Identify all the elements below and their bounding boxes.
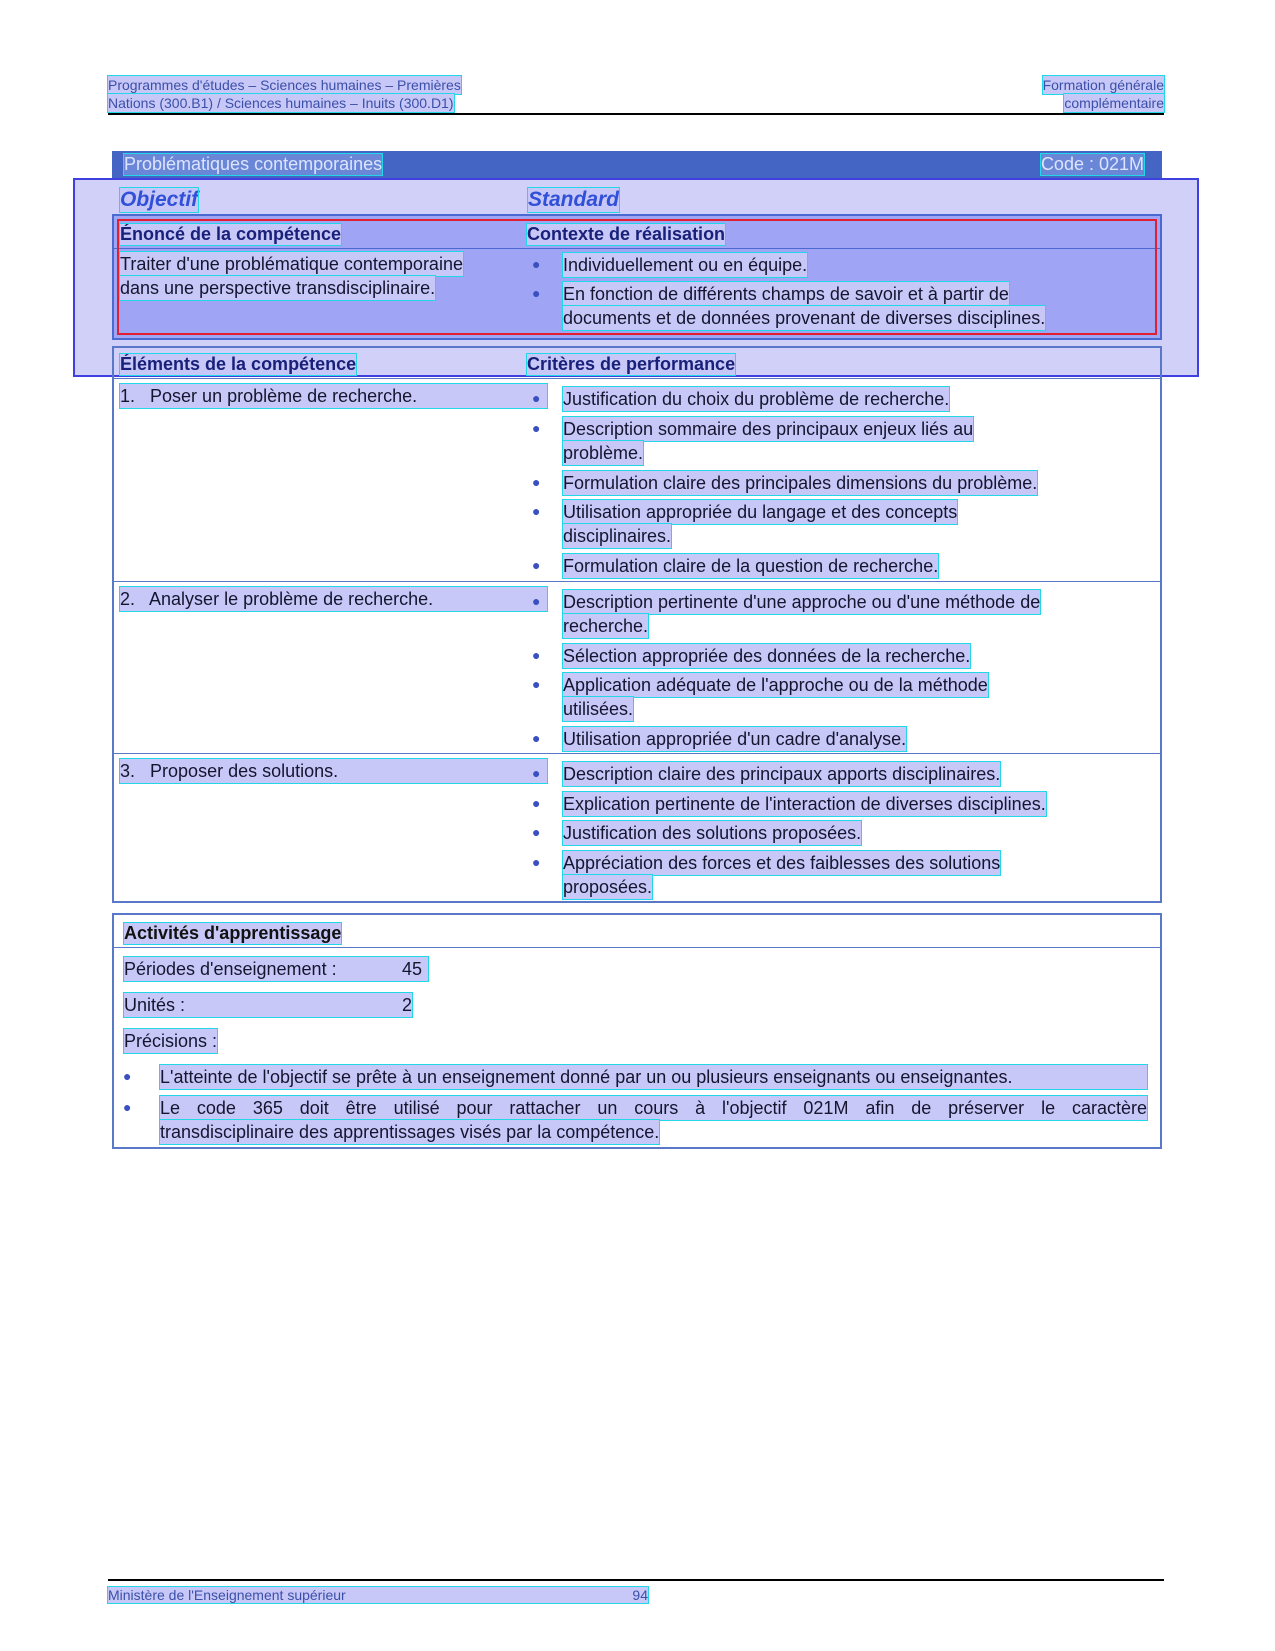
footer-rule: [108, 1579, 1164, 1581]
bullet-icon: ●: [123, 1068, 132, 1084]
page-footer: [108, 1587, 648, 1603]
criterion: recherche.: [563, 616, 649, 636]
criterion: problème.: [563, 443, 644, 463]
criteres-header: Critères de performance: [527, 354, 736, 374]
criterion: Formulation claire des principales dimensions du problème.: [563, 473, 1038, 493]
criterion: Description claire des principaux apports disciplinaires.: [563, 764, 1001, 784]
table-row-rule: [114, 581, 1160, 582]
table-row-rule: [114, 753, 1160, 754]
periodes-row: [124, 957, 428, 981]
course-code: Code : 021M: [1040, 154, 1144, 174]
bullet-icon: ●: [532, 256, 541, 272]
bullet-icon: ●: [532, 420, 541, 436]
bullet-icon: ●: [532, 647, 541, 663]
enonce-line: dans une perspective transdisciplinaire.: [120, 278, 436, 298]
title-bar: [112, 151, 1162, 178]
enonce-header: Énoncé de la compétence: [120, 224, 342, 244]
bullet-icon: ●: [532, 676, 541, 692]
criterion: Utilisation appropriée du langage et des concepts: [563, 502, 958, 522]
bullet-icon: ●: [532, 765, 541, 781]
element-number: 1. Poser un problème de recherche.: [120, 384, 547, 408]
criterion: Formulation claire de la question de recherche.: [563, 556, 939, 576]
element-label: Analyser le problème de recherche.: [149, 589, 434, 609]
table-header-rule: [114, 378, 1160, 379]
criterion: Justification du choix du problème de recherche.: [563, 389, 950, 409]
objectif-label: Objectif: [120, 188, 199, 211]
criterion: Application adéquate de l'approche ou de la méthode: [563, 675, 988, 695]
precision-item: L'atteinte de l'objectif se prête à un enseignement donné par un ou plusieurs enseignants ou enseignantes.: [160, 1065, 1147, 1089]
header-rule: [108, 113, 1164, 115]
contexte-item: En fonction de différents champs de savoir et à partir de: [563, 284, 1009, 304]
precision-item: transdisciplinaire des apprentissages visés par la compétence.: [160, 1122, 660, 1142]
precision-item: Le code 365 doit être utilisé pour rattacher un cours à l'objectif 021M afin de préserver le caractère: [160, 1098, 1147, 1118]
element-label: Proposer des solutions.: [150, 761, 339, 781]
criterion: Description pertinente d'une approche ou d'une méthode de: [563, 592, 1041, 612]
criterion: utilisées.: [563, 699, 634, 719]
criterion: proposées.: [563, 877, 653, 897]
criterion: disciplinaires.: [563, 526, 672, 546]
enonce-line: Traiter d'une problématique contemporaine: [120, 254, 463, 274]
page-header: [108, 76, 1164, 112]
bullet-icon: ●: [532, 795, 541, 811]
activities-header-rule: [114, 947, 1160, 948]
unites-label: Unités :: [124, 995, 186, 1015]
header-formation-line2: complémentaire: [1064, 95, 1164, 111]
page-title: Problématiques contemporaines: [124, 154, 383, 174]
header-program-line1: Programmes d'études – Sciences humaines – Premières: [108, 77, 461, 93]
criterion: Appréciation des forces et des faiblesses des solutions: [563, 853, 1001, 873]
header-program-line2: Nations (300.B1) / Sciences humaines – Inuits (300.D1): [108, 95, 454, 111]
contexte-item: documents et de données provenant de diverses disciplines.: [563, 308, 1046, 328]
unites-value: 2: [402, 995, 413, 1015]
activities-title: Activités d'apprentissage: [124, 923, 342, 943]
criterion: Description sommaire des principaux enjeux liés au: [563, 419, 974, 439]
bullet-icon: ●: [532, 824, 541, 840]
bullet-icon: ●: [532, 854, 541, 870]
footer-ministry: Ministère de l'Enseignement supérieur 94: [108, 1587, 648, 1603]
elements-header: Éléments de la compétence: [120, 354, 357, 374]
element-number: 2. Analyser le problème de recherche.: [120, 587, 547, 611]
criterion: Utilisation appropriée d'un cadre d'analyse.: [563, 729, 907, 749]
bullet-icon: ●: [532, 285, 541, 301]
bullet-icon: ●: [532, 730, 541, 746]
bullet-icon: ●: [532, 557, 541, 573]
element-number: 3. Proposer des solutions.: [120, 759, 547, 783]
element-label: Poser un problème de recherche.: [150, 386, 418, 406]
criterion: Sélection appropriée des données de la recherche.: [563, 646, 971, 666]
periodes-value: 45: [402, 959, 423, 979]
criterion: Explication pertinente de l'interaction de diverses disciplines.: [563, 794, 1046, 814]
bullet-icon: ●: [532, 474, 541, 490]
header-formation-line1: Formation générale: [1042, 77, 1164, 93]
criterion: Justification des solutions proposées.: [563, 823, 862, 843]
precisions-label: Précisions :: [124, 1031, 218, 1051]
bullet-icon: ●: [532, 390, 541, 406]
bullet-icon: ●: [532, 503, 541, 519]
contexte-header: Contexte de réalisation: [527, 224, 726, 244]
standard-label: Standard: [528, 188, 620, 211]
periodes-label: Périodes d'enseignement :: [124, 959, 337, 979]
bullet-icon: ●: [123, 1099, 132, 1115]
contexte-item: Individuellement ou en équipe.: [563, 255, 808, 275]
unites-row: [124, 993, 412, 1017]
bullet-icon: ●: [532, 593, 541, 609]
page-number: 94: [632, 1587, 648, 1603]
